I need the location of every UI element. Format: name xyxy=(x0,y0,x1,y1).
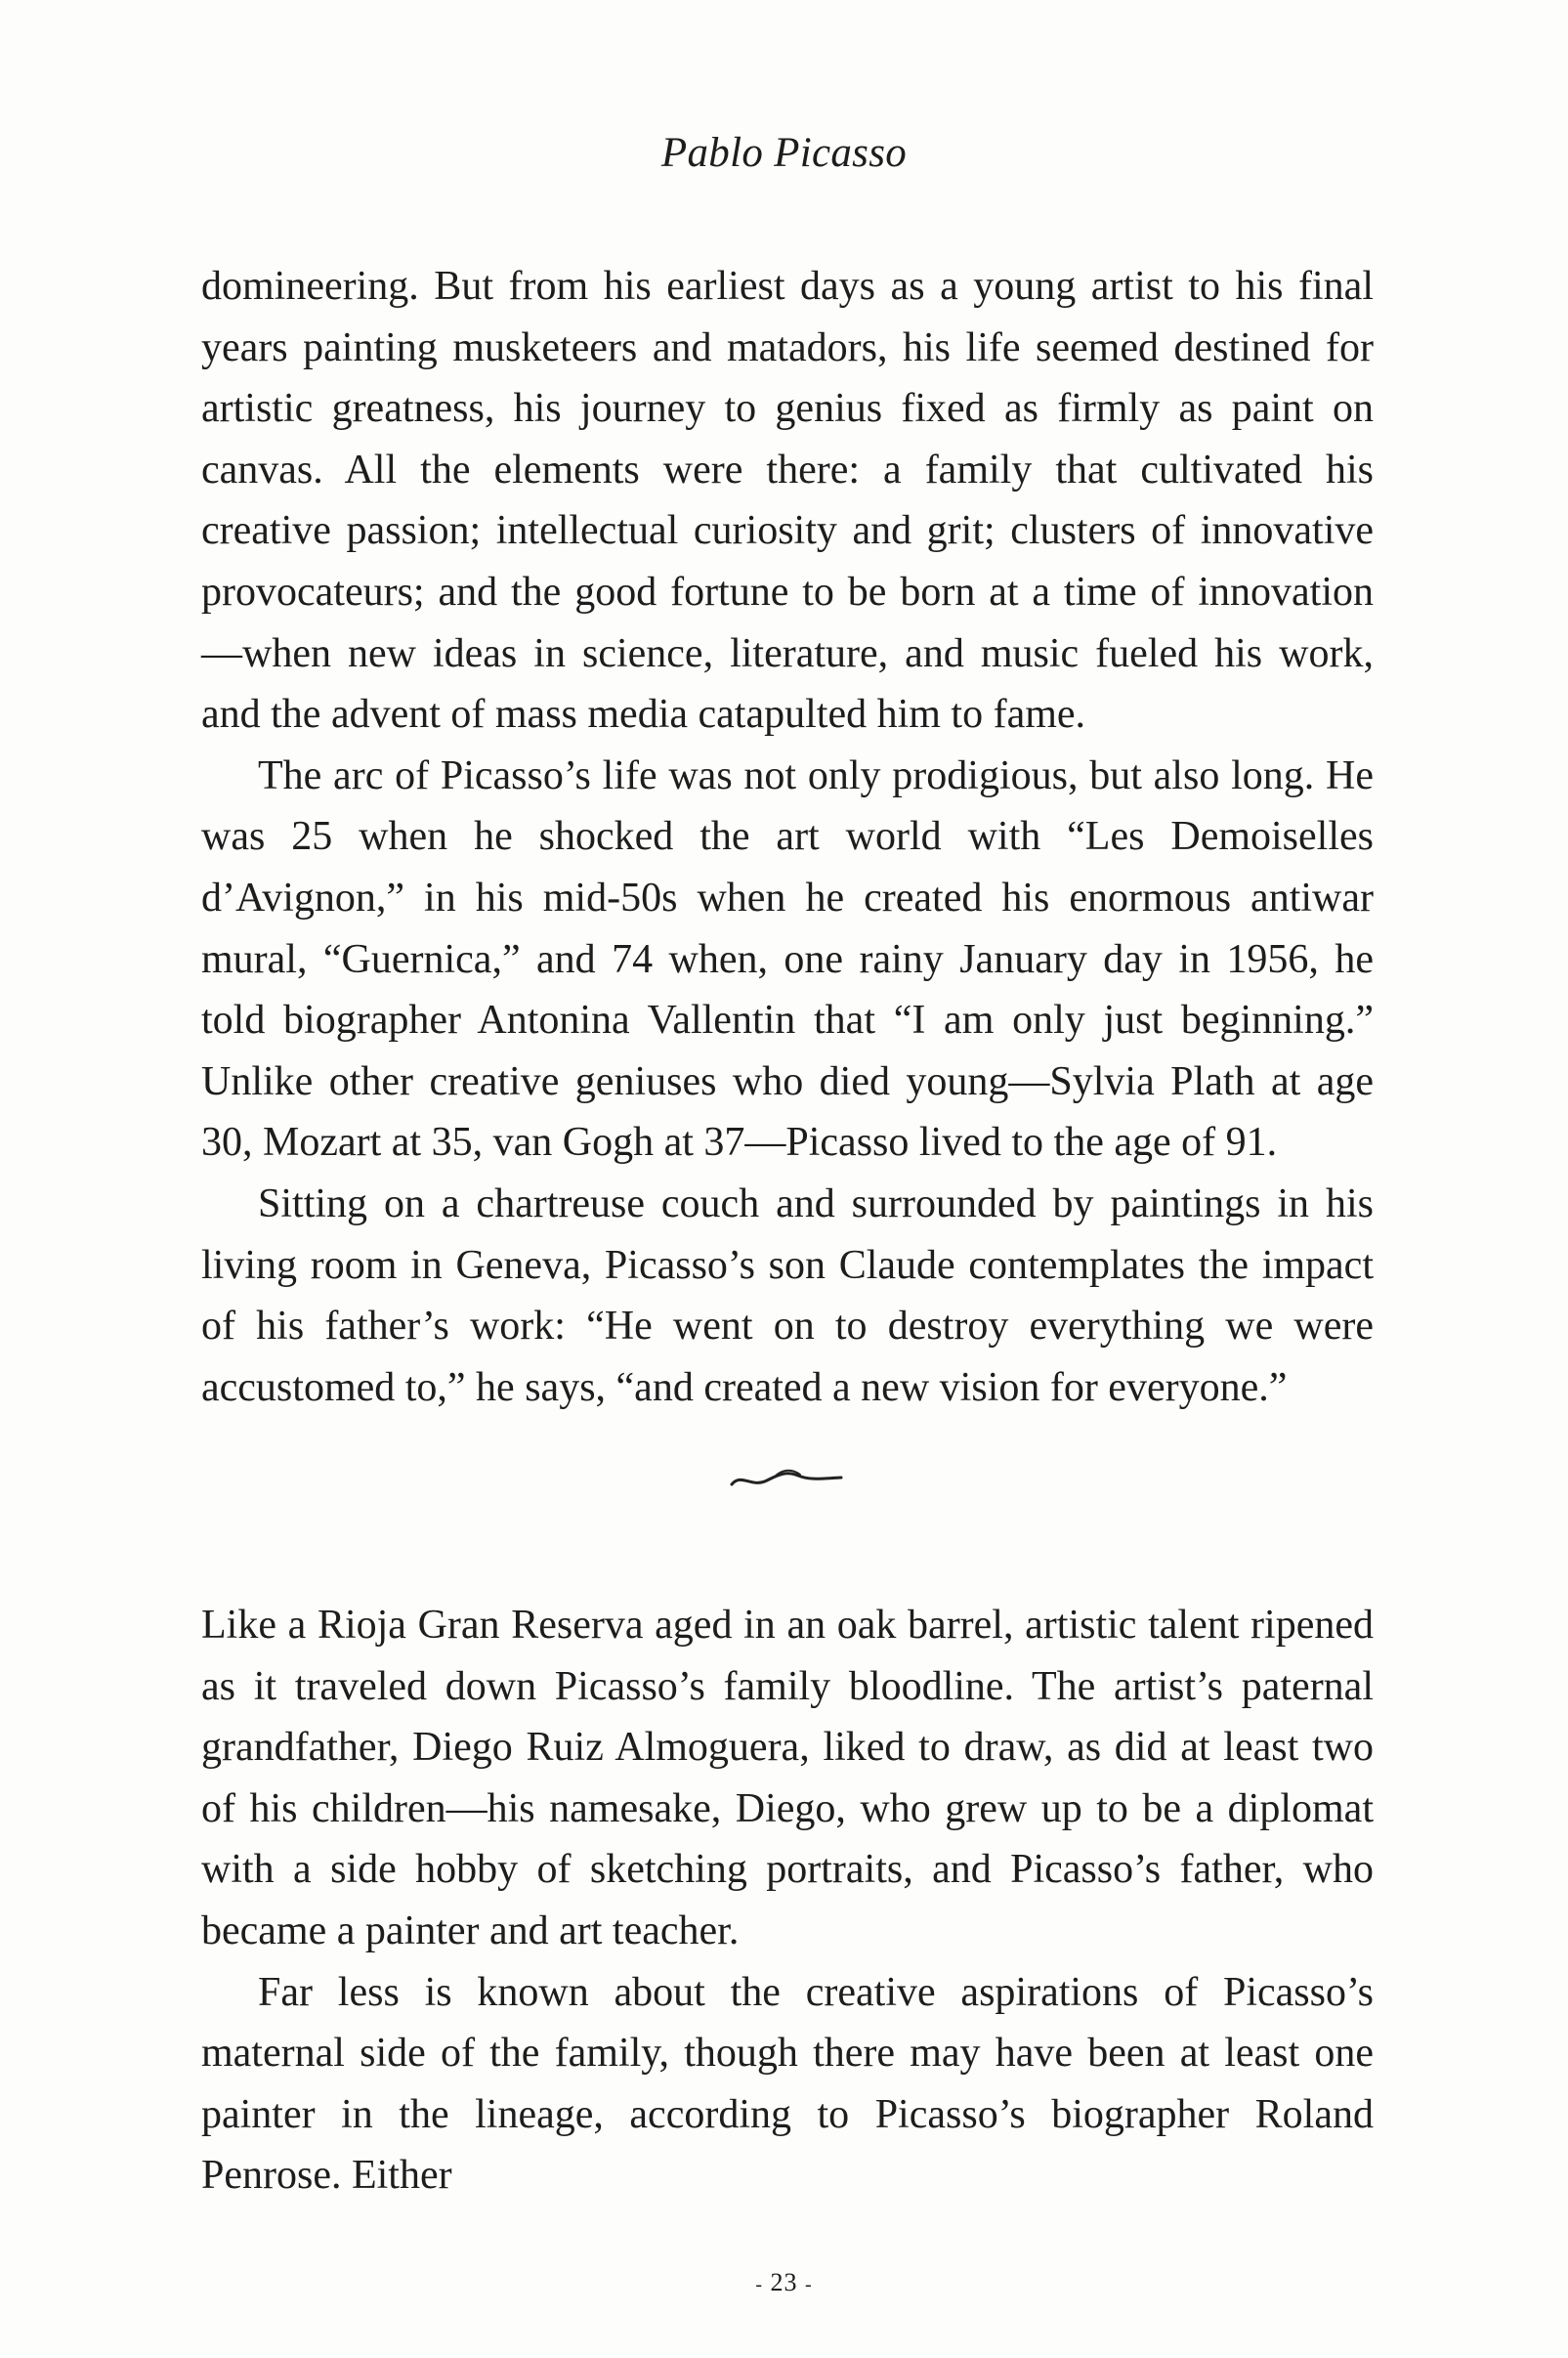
paragraph-maternal-side: Far less is known about the creative aspirations of Picasso’s maternal side of the family, though there may have been at least one painter in the lineage, according to Picasso’s biographer Roland Penrose. Either xyxy=(201,1969,1374,2199)
folio-dash-right: - xyxy=(805,2274,813,2295)
text-block-top xyxy=(201,256,1374,1418)
page-number: 23 xyxy=(770,2268,798,2296)
paragraph-family-bloodline: Like a Rioja Gran Reserva aged in an oak barrel, artistic talent ripened as it traveled down Picasso’s family bloodline. The artist’s paternal grandfather, Diego Ruiz Almoguera, liked to draw, as did at least two of his children—his namesake, Diego, who grew up to be a diplomat with a side hobby of sketching portraits, and Picasso’s father, who became a painter and art teacher. xyxy=(201,1603,1374,1953)
text-block-bottom xyxy=(201,1595,1374,2207)
page-number-footer xyxy=(0,2270,1568,2295)
running-head-title: Pablo Picasso xyxy=(660,130,908,176)
paragraph-picasso-life-arc: The arc of Picasso’s life was not only prodigious, but also long. He was 25 when he shocked the art world with “Les Demoiselles d’Avignon,” in his mid-50s when he created his enormous antiwar mural, “Guernica,” and 74 when, one rainy January day in 1956, he told biographer Antonina Vallentin that “I am only just beginning.” Unlike other creative geniuses who died young—Sylvia Plath at age 30, Mozart at 35, van Gogh at 37—Picasso lived to the age of 91. xyxy=(201,752,1374,1166)
wave-ornament-icon xyxy=(728,1463,845,1492)
folio-dash-left: - xyxy=(755,2274,763,2295)
paragraph-claude-quote: Sitting on a chartreuse couch and surrounded by paintings in his living room in Geneva, Picasso’s son Claude contemplates the impact of his father’s work: “He went on to destroy everything we were accustomed to,” he says, “and created a new vision for everyone.” xyxy=(201,1180,1374,1410)
paragraph-continuation: domineering. But from his earliest days as a young artist to his final years painting musketeers and matadors, his life seemed destined for artistic greatness, his journey to genius fixed as firmly as paint on canvas. All the elements were there: a family that cultivated his creative passion; intellectual curiosity and grit; clusters of innovative provocateurs; and the good fortune to be born at a time of innovation—when new ideas in science, literature, and music fueled his work, and the advent of mass media catapulted him to fame. xyxy=(201,264,1374,738)
